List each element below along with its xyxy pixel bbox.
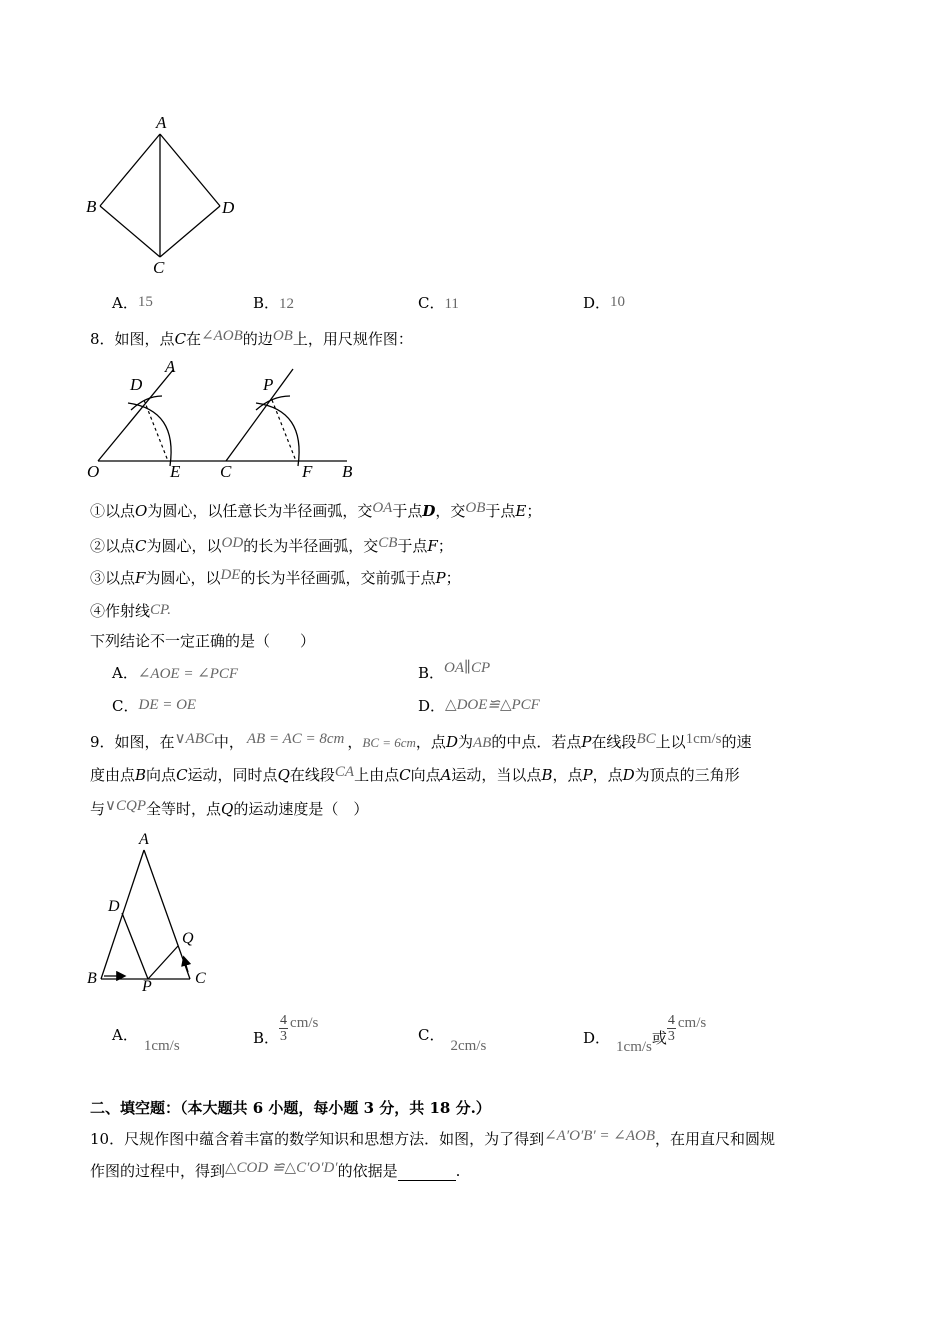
q7-label-c: C (153, 258, 165, 277)
q9-label-a: A (139, 831, 149, 848)
q9-line-1: 9．如图，在∨ABC中， AB = AC = 8cm ，BC = 6cm，点D为AB的中点．若点P在线段BC上以1cm/s的速 (90, 731, 752, 751)
q8-label-e: E (170, 462, 181, 481)
q9-label-c: C (195, 970, 206, 987)
q7-option-b[interactable]: B．12 (253, 294, 295, 312)
q9-option-d[interactable]: D． 1cm/s或 $\frac{4}{3}$ cm/s (583, 1013, 707, 1055)
q8-label-c: C (220, 462, 232, 481)
q8-option-a[interactable]: A．∠AOE = ∠PCF (112, 664, 239, 682)
q9-seg-dp (122, 913, 148, 979)
q9-option-d-fraction: $\frac{4}{3}$ (667, 1013, 675, 1044)
q8-label-o: O (87, 462, 100, 481)
q8-label-a: A (165, 357, 176, 376)
q10-line-2: 作图的过程中，得到△COD ≌△C′O′D′的依据是 . (90, 1160, 461, 1180)
q8-option-c[interactable]: C．DE = OE (112, 697, 197, 715)
q8-step-3: ③以点F为圆心，以DE的长为半径画弧，交前弧于点P； (90, 567, 461, 587)
q7-label-d: D (222, 198, 235, 217)
q8-stem: 8．如图，点C在∠AOB的边OB上，用尺规作图： (90, 328, 413, 348)
q9-line-3: 与∨CQP全等时，点Q的运动速度是（ ） (90, 798, 369, 818)
q7-label-a: A (156, 113, 167, 132)
q8-label-f: F (302, 462, 313, 481)
q7-option-c[interactable]: C．11 (418, 294, 459, 312)
q9-option-c[interactable]: C．2cm/s (418, 1026, 487, 1054)
q9-edge-ac (144, 850, 190, 979)
q7-label-b: B (86, 197, 97, 216)
q8-label-d: D (130, 375, 143, 394)
q9-label-q: Q (182, 930, 194, 947)
q8-option-d[interactable]: D．△DOE≌△PCF (418, 697, 540, 715)
q10-answer-blank[interactable] (398, 1166, 456, 1181)
q9-label-d: D (108, 898, 120, 915)
section2-title: 二、填空题：（本大题共 6 小题，每小题 3 分，共 18 分.） (90, 1099, 491, 1117)
q8-step-2: ②以点C为圆心，以OD的长为半径画弧，交CB于点F； (90, 535, 453, 555)
q9-label-p: P (142, 978, 152, 995)
q8-label-p: P (263, 375, 274, 394)
q8-question: 下列结论不一定正确的是（ ） (90, 632, 316, 650)
q9-option-a[interactable]: A．1cm/s (112, 1026, 180, 1054)
q9-line-2: 度由点B向点C运动，同时点Q在线段CA上由点C向点A运动，当以点B，点P，点D为顶点的三角形 (90, 764, 740, 784)
q9-option-b-fraction: $\frac{4}{3}$ (280, 1013, 288, 1044)
q9-label-b: B (87, 970, 97, 987)
q8-step-1: ①以点O为圆心，以任意长为半径画弧，交OA于点D，交OB于点E； (90, 500, 542, 520)
q9-option-b[interactable]: B． $\frac{4}{3}$ cm/s (253, 1013, 319, 1047)
q9-seg-pq (148, 946, 178, 979)
q8-step-4: ④作射线CP. (90, 602, 171, 620)
q10-line-1: 10．尺规作图中蕴含着丰富的数学知识和思想方法．如图，为了得到∠A′O′B′ = ∠AOB，在用直尺和圆规 (90, 1128, 776, 1148)
q8-label-b: B (342, 462, 353, 481)
q7-option-d[interactable]: D．10 (583, 294, 626, 312)
q7-option-a[interactable]: A．15 (112, 294, 153, 312)
q8-option-b[interactable]: B．OA∥CP (418, 660, 491, 682)
